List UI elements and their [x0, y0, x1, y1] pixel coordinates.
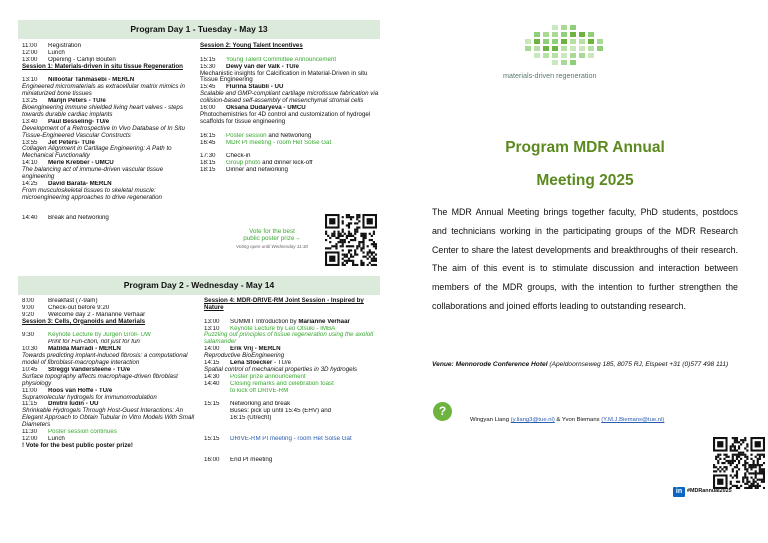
talk-title: Development of a Retrospective In Vivo Database of In Situ Tissue-Engineered Vascular Constructs [22, 124, 185, 139]
logo-square [534, 39, 540, 44]
speaker-name: Oksana Dudaryeva - UMCU [226, 105, 306, 112]
logo-square [525, 46, 531, 51]
contact-email-2[interactable]: (Y.M.J.Biemans@tue.nl) [601, 417, 665, 423]
speaker-name: Erik Vrij - MERLN [230, 346, 281, 353]
indented-line [204, 408, 384, 415]
logo-square [597, 46, 603, 51]
session-heading: Session 4: MDR-DRIVE-RM Joint Session - Inspired by Nature [204, 297, 364, 311]
time-label: 14:15 [204, 360, 220, 367]
spacer [204, 312, 384, 319]
logo-square [570, 32, 576, 37]
spacer [204, 395, 384, 402]
talk-title: Surface topography affects macrophage-driven fibroblast physiology [22, 372, 178, 387]
event-text-part: Poster session [226, 132, 267, 139]
logo-square [534, 46, 540, 51]
day2-header: Program Day 2 - Wednesday - May 14 [18, 276, 380, 295]
time-label: 15:30 [200, 63, 216, 70]
event-text: MDR PI meeting - room Het Solse Gat [226, 139, 332, 146]
event-text: Welcome day 2 - Marianne Verhaar [48, 311, 146, 318]
logo-square [543, 53, 549, 58]
schedule-row [22, 215, 197, 222]
day2-left-column [22, 298, 200, 450]
indented-text: Print for Fun-ction, not just for fun [48, 339, 140, 346]
time-label: 14:40 [22, 215, 38, 222]
logo-square [588, 46, 594, 51]
contact-name-1: Wingyan Liang [470, 417, 509, 423]
contact-email-1[interactable]: (y.liang3@tue.nl) [510, 417, 555, 423]
time-label: 9:20 [22, 311, 35, 318]
schedule-row [204, 401, 384, 408]
logo-square [552, 39, 558, 44]
spacer [22, 326, 200, 333]
time-label: 15:15 [204, 401, 220, 408]
venue-info [432, 358, 732, 372]
indented-text: 16:15 (Utrecht) [230, 415, 272, 422]
talk-title: Engineered micromaterials as extracellular matrix mimics in miniaturized bone tissues [22, 83, 185, 98]
logo-square [561, 46, 567, 51]
event-text: Keynote Lecture by Leo Otsuki - IMBA [230, 325, 336, 332]
time-label: 13:40 [22, 118, 38, 125]
logo-square [552, 53, 558, 58]
time-label: 18:15 [200, 167, 216, 174]
time-label: 14:30 [204, 373, 220, 380]
time-label: 15:45 [200, 84, 216, 91]
spacer [200, 50, 382, 57]
talk-title: From musculoskeletal tissues to skeletal muscle: microengineering approaches to drive regeneration [22, 186, 162, 201]
logo-square [552, 46, 558, 51]
event-text: Breakfast (7-9am) [48, 298, 98, 304]
logo-square [588, 39, 594, 44]
event-text: Break and Networking [48, 215, 109, 222]
time-label: 11:30 [22, 429, 38, 436]
speaker-name: Merle Krebber - UMCU [48, 160, 114, 167]
description-line: Puzzling out principles of tissue regeneration using the axolotl salamander [204, 331, 374, 346]
schedule-row [22, 43, 197, 50]
spacer [204, 422, 384, 429]
schedule-row [204, 381, 384, 388]
vote-qr-code[interactable] [325, 214, 377, 266]
event-text-part: Marianne Verhaar [298, 318, 350, 325]
time-label: 11:00 [22, 43, 38, 49]
logo-square [588, 53, 594, 58]
talk-title: Collagen Alignment in Cartilage Engineering: A Path to Mechanical Functionality [22, 145, 172, 160]
contact-and: & Yvon Biemans [554, 417, 602, 423]
event-text: DRIVE-RM PI meeting - room Het Solse Gat [230, 435, 352, 442]
talk-title: Shrinkable Hydrogels Through Host-Guest Interactions: An Elegant Approach to Obtain Tubular In Vitro Models With Small Diameters [22, 407, 195, 429]
speaker-name: Matilda Marradi - MERLN [48, 346, 121, 353]
time-label: 13:10 [22, 77, 38, 84]
speaker-name: Flurina Staubli - UU [226, 84, 284, 91]
schedule-row [200, 133, 382, 140]
schedule-row [200, 140, 382, 147]
question-icon: ? [433, 402, 452, 421]
spacer [22, 71, 197, 78]
linkedin-icon[interactable]: in [673, 487, 685, 497]
linkedin-qr-code[interactable] [713, 437, 765, 489]
day1-right-column [200, 43, 382, 174]
time-label: 9:00 [22, 304, 35, 311]
schedule-row [22, 50, 197, 57]
logo-square [570, 39, 576, 44]
spacer [200, 126, 382, 133]
logo-square [552, 25, 558, 30]
event-text: Lunch [48, 435, 65, 442]
schedule-row [204, 457, 384, 464]
day2-right-column [204, 298, 384, 463]
event-text: Dinner and networking [226, 167, 288, 174]
spacer [22, 202, 197, 209]
time-label: 16:00 [204, 456, 220, 463]
spacer [22, 209, 197, 216]
event-text: Keynote Lecture by Jürgen Groll- UW [48, 332, 151, 339]
logo-square [579, 39, 585, 44]
spacer [204, 429, 384, 436]
time-label: 12:00 [22, 435, 38, 442]
time-label: 15:15 [200, 56, 216, 63]
venue-address: (Apeldoornseweg 185, 8075 RJ, Elspeet +31 (0)577 498 111) [549, 361, 729, 368]
vote-note: Voting open until Wednesday 11:30 [236, 243, 308, 249]
talk-title: Reproductive BioEngineering [204, 352, 285, 360]
indented-line [204, 415, 384, 422]
logo-text: materials-driven regeneration [503, 71, 597, 80]
time-label: 16:15 [200, 132, 216, 139]
event-text: Closing remarks and celebration toast [230, 380, 334, 387]
logo-square [561, 53, 567, 58]
spacer [200, 146, 382, 153]
event-text-part: - TU/e [272, 360, 292, 367]
time-label: 12:00 [22, 49, 38, 56]
time-label: 9:30 [22, 332, 35, 339]
day1-header: Program Day 1 - Tuesday - May 13 [18, 20, 380, 39]
schedule-row [200, 153, 382, 160]
vote-line-2: public poster prize→ [243, 235, 301, 243]
logo-square [561, 25, 567, 30]
logo-square [552, 60, 558, 65]
indented-line [22, 339, 200, 346]
schedule-row [22, 298, 200, 305]
speaker-name: David Barata- MERLN [48, 180, 112, 187]
logo-square [534, 32, 540, 37]
indented-text: Buses: pick up until 15:45 (EHV) and [230, 408, 332, 415]
vote-line-1: Vote for the best [249, 228, 295, 235]
time-label: 14:40 [204, 380, 220, 387]
schedule-row [200, 57, 382, 64]
venue-label: Venue: Mennorode Conference Hotel [432, 361, 548, 368]
event-text: Poster session continues [48, 429, 117, 436]
time-label: 10:30 [22, 346, 38, 353]
logo-square [597, 39, 603, 44]
indented-text: to kick off DRIVE-RM [230, 387, 289, 394]
time-label: 13:00 [22, 56, 38, 63]
logo-square [579, 32, 585, 37]
talk-title: Scalable and GMP-compliant cartilage microtissue fabrication via collision-based self-assembly of mesenchymal stromal cells [200, 90, 379, 105]
logo-square [570, 53, 576, 58]
logo-square [561, 32, 567, 37]
logo-square [588, 32, 594, 37]
page-title-line-1: Program MDR Annual [505, 139, 665, 156]
talk-title: Bioengineering immune shielded living heart valves - steps towards durable cardiac implants [22, 104, 183, 118]
talk-title: Photochemistries for 4D control and customization of hydrogel scaffolds for tissue engineering [200, 110, 371, 125]
talk-title: Supramolecular hydrogels for immunomodulation [22, 393, 157, 401]
event-text: Poster prize announcement [230, 373, 306, 380]
event-text: Check-in [226, 153, 251, 160]
event-text: Lunch [48, 49, 65, 56]
speaker-name: Roos van Hoffe - TU/e [48, 387, 113, 394]
logo-square [525, 39, 531, 44]
event-text: Young Talent Committee Announcement [226, 56, 337, 63]
time-label: 16:45 [200, 139, 216, 146]
talk-title: Towards predicting implant-induced fibrosis: a computational model of fibroblast-macrophage interaction [22, 352, 188, 367]
vote-callout [217, 228, 327, 250]
spacer [204, 443, 384, 450]
logo-square [543, 46, 549, 51]
spacer [204, 450, 384, 457]
session-heading: Session 3: Cells, Organoids and Materials [22, 317, 146, 325]
event-text-part: Lena Stoecker [230, 360, 273, 367]
session-heading: Session 2: Young Talent Incentives [200, 42, 303, 49]
time-label: 14:10 [22, 160, 38, 167]
time-label: 15:15 [204, 435, 220, 442]
event-text-part: SUMMIT Introduction by [230, 318, 299, 325]
time-label: 13:00 [204, 318, 220, 325]
indented-line [204, 388, 384, 395]
talk-title: Mechanistic insights for Calcification in Material-Driven in situ Tissue Engineering [200, 69, 368, 84]
time-label: 11:00 [22, 387, 38, 394]
event-text: Networking and break [230, 401, 291, 408]
event-text-part: Group photo [226, 160, 261, 167]
hashtag: #MDRannual2025 [687, 488, 732, 494]
schedule-row [204, 436, 384, 443]
logo-square [570, 25, 576, 30]
event-description: The MDR Annual Meeting brings together faculty, PhD students, postdocs and technicians working in the participating groups of the MDR Research Center to share the latest developments and breakthroughs of their research. The aim of this event is to stimulate discussion and interaction between members of the MDR groups, with the intention to further strengthen the collaborations and joined efforts leading to outstanding research. [432, 207, 738, 311]
speaker-name: Paul Besseling- TU/e [48, 118, 110, 125]
speaker-name: Jet Peters- TU/e [48, 139, 95, 146]
speaker-name: Dewy van der Valk - TU/e [226, 63, 299, 70]
schedule-row [204, 319, 384, 326]
speaker-name: Streggi Vandersteene - TU/e [48, 366, 131, 373]
note-line: ! Vote for the best public poster prize! [22, 441, 133, 449]
talk-title: The balancing act of immune-driven vascular tissue engineering [22, 166, 164, 181]
time-label: 16:00 [200, 105, 216, 112]
event-text: Opening - Carlijn Bouten [48, 56, 116, 63]
logo-square [579, 46, 585, 51]
logo-square [534, 53, 540, 58]
logo-square [543, 32, 549, 37]
logo-square [561, 60, 567, 65]
time-label: 17:30 [200, 153, 216, 160]
logo-square [570, 46, 576, 51]
time-label: 13:10 [204, 325, 220, 332]
speaker-name: Marijn Peters - TU/e [48, 98, 106, 105]
schedule-row [22, 332, 200, 339]
logo-square [552, 32, 558, 37]
description-line: Spatial control of mechanical properties in 3D hydrogels [204, 365, 358, 373]
day1-left-column [22, 43, 197, 222]
schedule-row [204, 374, 384, 381]
schedule-row [22, 305, 200, 312]
event-text-part: and Networking [266, 132, 312, 139]
time-label: 10:45 [22, 366, 38, 373]
time-label: 14:00 [204, 346, 220, 353]
schedule-row [22, 429, 200, 436]
speaker-name: Nilloofar Tahmasebi - MERLN [48, 77, 135, 84]
logo-square [570, 60, 576, 65]
time-label: 11:15 [22, 401, 38, 408]
time-label: 14:25 [22, 180, 38, 187]
time-label: 18:15 [200, 160, 216, 167]
event-text-part: and dinner kick-off [260, 160, 313, 167]
speaker-name: Dmitrii Iudin - UU [48, 401, 99, 408]
event-text: End PI meeting [230, 456, 273, 463]
logo-square [579, 53, 585, 58]
event-text: Check-out before 9:20 [48, 304, 110, 311]
schedule-row [200, 160, 382, 167]
schedule-row [200, 167, 382, 174]
contact-info [470, 417, 664, 423]
page-title-line-2: Meeting 2025 [536, 172, 634, 189]
time-label: 13:25 [22, 98, 38, 105]
time-label: 13:55 [22, 139, 38, 146]
event-text: Registration [48, 43, 82, 49]
logo-square [561, 39, 567, 44]
time-label: 8:00 [22, 298, 35, 304]
logo-square [543, 39, 549, 44]
session-heading: Session 1: Materials-driven in situ tissue Regeneration [22, 62, 183, 70]
mdr-logo [525, 25, 605, 69]
